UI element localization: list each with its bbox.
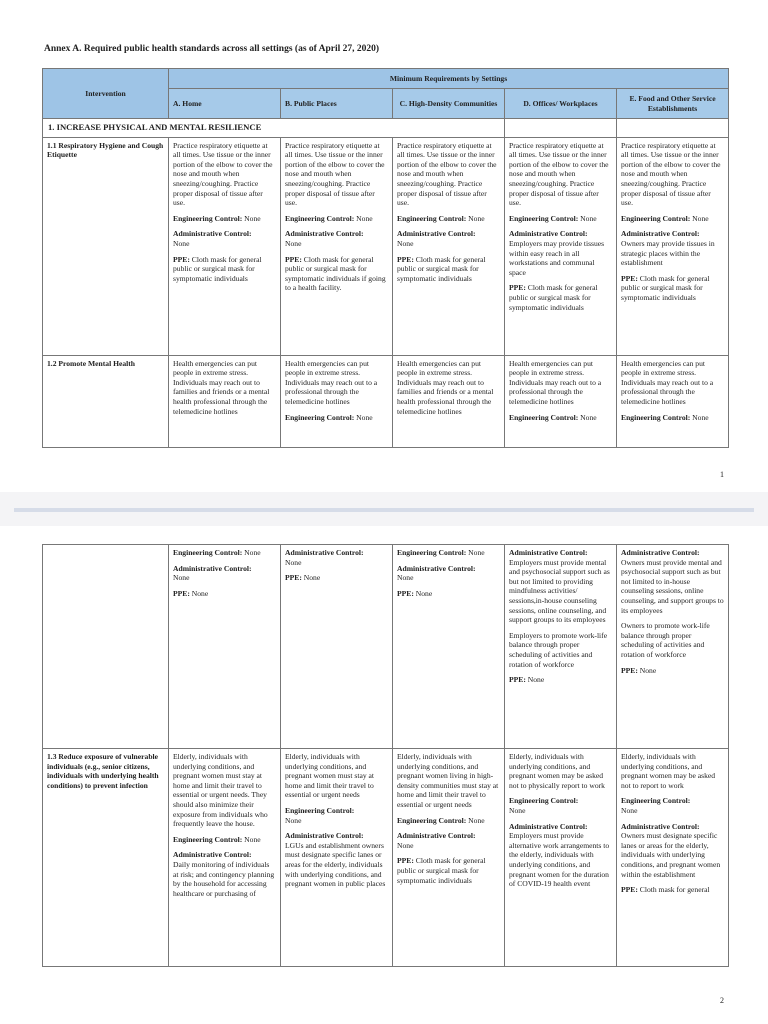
engineering-value: None <box>692 213 709 223</box>
ppe-label: PPE: <box>621 665 638 675</box>
section-heading: 1. INCREASE PHYSICAL AND MENTAL RESILIENCE <box>43 119 505 138</box>
row-label-mental-health: 1.2 Promote Mental Health <box>43 355 169 447</box>
etiquette-text: Practice respiratory etiquette at all times. Use tissue or the inner portion of the elbow to cover the nose and mouth when sneezing/coughing. Practice proper disposal of tissue after use. <box>621 140 721 208</box>
engineering-value: None <box>580 213 597 223</box>
section-empty-cell <box>505 119 617 138</box>
cell-1-1-public-places <box>281 137 393 355</box>
cell-1-1-high-density <box>393 137 505 355</box>
page-2 <box>0 526 768 1024</box>
administrative-label: Administrative Control: <box>397 831 476 841</box>
engineering-label: Engineering Control: <box>173 834 243 844</box>
engineering-label: Engineering Control: <box>509 796 579 806</box>
mental-health-text: Health emergencies can put people in extreme stress. Individuals may reach out to families and friends or a mental health professional through the telemedicine hotlines <box>173 358 270 416</box>
ppe-label: PPE: <box>285 573 302 583</box>
engineering-label: Engineering Control: <box>285 805 355 815</box>
administrative-value: None <box>173 573 190 583</box>
engineering-label: Engineering Control: <box>173 548 243 557</box>
header-setting-food-service: E. Food and Other Service Establishments <box>617 89 729 119</box>
administrative-label: Administrative Control: <box>621 229 700 239</box>
engineering-label: Engineering Control: <box>173 213 243 223</box>
administrative-value: None <box>285 557 302 567</box>
administrative-label: Administrative Control: <box>397 229 476 239</box>
mental-health-text: Health emergencies can put people in extreme stress. Individuals may reach out to families and friends or a mental health professional through the telemedicine hotlines <box>397 358 494 416</box>
page-number: 2 <box>720 996 724 1005</box>
administrative-label: Administrative Control: <box>173 229 252 239</box>
header-setting-public-places: B. Public Places <box>281 89 393 119</box>
administrative-label: Administrative Control: <box>173 563 252 573</box>
annex-title: Annex A. Required public health standards across all settings (as of April 27, 2020) <box>44 44 380 54</box>
cell-1-1-offices <box>505 137 617 355</box>
administrative-value: None <box>173 238 190 248</box>
ppe-label: PPE: <box>509 283 526 293</box>
cell-1-2-cont-offices <box>505 545 617 749</box>
ppe-value: Cloth mask for general <box>639 885 710 895</box>
cell-1-2-home <box>169 355 281 447</box>
ppe-label: PPE: <box>621 273 638 283</box>
administrative-label: Administrative Control: <box>509 821 588 831</box>
engineering-label: Engineering Control: <box>621 796 691 806</box>
engineering-label: Engineering Control: <box>509 412 579 422</box>
administrative-value: Owners must provide mental and psychosocial support such as but not limited to in-house counseling sessions, online counseling, and support groups to its employees <box>621 557 724 615</box>
engineering-value: None <box>356 412 373 422</box>
cell-1-3-offices <box>505 749 617 967</box>
administrative-label: Administrative Control: <box>397 563 476 573</box>
row-label-empty <box>43 545 169 749</box>
administrative-label: Administrative Control: <box>621 821 700 831</box>
ppe-value: Cloth mask for general public or surgical mask for symptomatic individuals <box>621 273 710 302</box>
ppe-value: Cloth mask for general public or surgical mask for symptomatic individuals <box>397 254 486 283</box>
engineering-value: None <box>580 412 597 422</box>
engineering-value: None <box>285 815 302 825</box>
row-label-vulnerable-individuals: 1.3 Reduce exposure of vulnerable individuals (e.g., senior citizens, individuals with underlying health conditions) to prevent infection <box>43 749 169 967</box>
ppe-label: PPE: <box>173 588 190 598</box>
ppe-label: PPE: <box>397 254 414 264</box>
ppe-label: PPE: <box>285 254 302 264</box>
administrative-value: None <box>285 238 302 248</box>
page-number: 1 <box>720 470 724 479</box>
administrative-label: Administrative Control: <box>621 548 700 557</box>
cell-1-2-offices <box>505 355 617 447</box>
header-setting-home: A. Home <box>169 89 281 119</box>
cell-1-2-public-places <box>281 355 393 447</box>
engineering-value: None <box>244 834 261 844</box>
engineering-value: None <box>692 412 709 422</box>
cell-1-2-cont-food-service <box>617 545 729 749</box>
ppe-label: PPE: <box>397 856 414 866</box>
cell-1-1-home <box>169 137 281 355</box>
vulnerable-text: Elderly, individuals with underlying conditions, and pregnant women may be asked not to physically report to work <box>509 752 605 790</box>
row-label-respiratory-hygiene: 1.1 Respiratory Hygiene and Cough Etiquette <box>43 137 169 355</box>
engineering-value: None <box>356 213 373 223</box>
ppe-value: Cloth mask for general public or surgical mask for symptomatic individuals <box>173 254 262 283</box>
standards-table-page-1 <box>42 68 729 448</box>
header-intervention: Intervention <box>43 69 169 119</box>
cell-1-2-food-service <box>617 355 729 447</box>
engineering-value: None <box>509 805 526 815</box>
ppe-value: None <box>191 588 209 598</box>
separator-line <box>14 508 754 512</box>
engineering-label: Engineering Control: <box>397 548 467 557</box>
administrative-value-2: Owners to promote work-life balance through proper scheduling of activities and rotation of workforce <box>621 621 710 659</box>
administrative-value: Daily monitoring of individuals at risk; and contingency planning by the household for accessing healthcare or purchasing of <box>173 859 275 898</box>
cell-1-2-high-density <box>393 355 505 447</box>
header-setting-offices: D. Offices/ Workplaces <box>505 89 617 119</box>
administrative-label: Administrative Control: <box>173 850 252 860</box>
ppe-value: None <box>303 573 321 583</box>
cell-1-3-high-density <box>393 749 505 967</box>
administrative-value: Owners must designate specific lanes or areas for the elderly, individuals with underlying conditions, and pregnant women within the establishment <box>621 831 721 879</box>
administrative-label: Administrative Control: <box>285 548 364 557</box>
engineering-label: Engineering Control: <box>509 213 579 223</box>
cell-1-3-home <box>169 749 281 967</box>
page-1 <box>0 0 768 492</box>
ppe-value: Cloth mask for general public or surgical mask for symptomatic individuals if going to a health facility. <box>285 254 386 293</box>
engineering-label: Engineering Control: <box>285 412 355 422</box>
ppe-value: Cloth mask for general public or surgical mask for symptomatic individuals <box>397 856 486 885</box>
administrative-value: None <box>397 238 414 248</box>
cell-1-3-food-service <box>617 749 729 967</box>
mental-health-text: Health emergencies can put people in extreme stress. Individuals may reach out to a professional through the telemedicine hotlines <box>509 358 602 406</box>
header-minimum-requirements: Minimum Requirements by Settings <box>169 69 729 89</box>
ppe-label: PPE: <box>509 675 526 685</box>
vulnerable-text: Elderly, individuals with underlying conditions, and pregnant women living in high-density communities must stay at home and limit their travel to essential or urgent needs <box>397 752 499 809</box>
cell-1-2-cont-high-density <box>393 545 505 749</box>
cell-1-2-cont-home <box>169 545 281 749</box>
administrative-value: Owners may provide tissues in strategic places within the establishment <box>621 238 715 268</box>
engineering-value: None <box>244 548 261 557</box>
cell-1-1-food-service <box>617 137 729 355</box>
standards-table-page-2 <box>42 544 729 967</box>
etiquette-text: Practice respiratory etiquette at all times. Use tissue or the inner portion of the elbow to cover the nose and mouth when sneezing/coughing. Practice proper disposal of tissue after use. <box>509 140 609 208</box>
section-empty-cell <box>617 119 729 138</box>
engineering-value: None <box>244 213 261 223</box>
administrative-label: Administrative Control: <box>285 831 364 841</box>
engineering-label: Engineering Control: <box>397 213 467 223</box>
etiquette-text: Practice respiratory etiquette at all times. Use tissue or the inner portion of the elbow to cover the nose and mouth when sneezing/coughing. Practice proper disposal of tissue after use. <box>397 140 497 208</box>
engineering-value: None <box>621 805 638 815</box>
ppe-value: None <box>639 665 657 675</box>
etiquette-text: Practice respiratory etiquette at all times. Use tissue or the inner portion of the elbow to cover the nose and mouth when sneezing/coughing. Practice proper disposal of tissue after use. <box>285 140 385 208</box>
administrative-value: Employers must provide mental and psychosocial support such as but not limited to providing mindfulness activities/ sessions,in-house counseling sessions, online counseling, and support groups to its employees <box>509 557 610 625</box>
ppe-value: None <box>527 675 545 685</box>
page-separator <box>0 492 768 526</box>
administrative-value: Employers must provide alternative work arrangements to the elderly, individuals with underlying conditions, and pregnant women for the duration of COVID-19 health event <box>509 831 610 889</box>
engineering-label: Engineering Control: <box>397 815 467 825</box>
cell-1-2-cont-public-places <box>281 545 393 749</box>
engineering-value: None <box>468 548 485 557</box>
etiquette-text: Practice respiratory etiquette at all times. Use tissue or the inner portion of the elbow to cover the nose and mouth when sneezing/coughing. Practice proper disposal of tissue after use. <box>173 140 273 208</box>
administrative-value: None <box>397 573 414 583</box>
engineering-label: Engineering Control: <box>621 213 691 223</box>
engineering-value: None <box>468 213 485 223</box>
ppe-label: PPE: <box>173 254 190 264</box>
vulnerable-text: Elderly, individuals with underlying conditions, and pregnant women may be asked not to report to work <box>621 752 716 790</box>
mental-health-text: Health emergencies can put people in extreme stress. Individuals may reach out to a professional through the telemedicine hotlines <box>621 358 714 406</box>
administrative-label: Administrative Control: <box>285 229 364 239</box>
administrative-value-2: Employers to promote work-life balance through proper scheduling of activities and rotation of workforce <box>509 630 608 669</box>
administrative-label: Administrative Control: <box>509 229 588 239</box>
header-setting-high-density: C. High-Density Communities <box>393 89 505 119</box>
vulnerable-text: Elderly, individuals with underlying conditions, and pregnant women must stay at home and limit their travel to essential or urgent needs. They should also minimize their exposure from individuals who frequently leave the house. <box>173 752 268 829</box>
administrative-value: Employers may provide tissues within easy reach in all workstations and communal space <box>509 238 605 277</box>
cell-1-3-public-places <box>281 749 393 967</box>
engineering-label: Engineering Control: <box>285 213 355 223</box>
vulnerable-text: Elderly, individuals with underlying conditions, and pregnant women must stay at home and limit their travel to essential or urgent needs <box>285 752 374 800</box>
mental-health-text: Health emergencies can put people in extreme stress. Individuals may reach out to a professional through the telemedicine hotlines <box>285 358 378 406</box>
administrative-value: None <box>397 840 414 850</box>
ppe-label: PPE: <box>397 588 414 598</box>
administrative-label: Administrative Control: <box>509 548 588 557</box>
engineering-label: Engineering Control: <box>621 412 691 422</box>
ppe-label: PPE: <box>621 885 638 895</box>
ppe-value: None <box>415 588 433 598</box>
administrative-value: LGUs and establishment owners must designate specific lanes or areas for the elderly, individuals with underlying conditions, and pregnant women in public places <box>285 840 386 889</box>
ppe-value: Cloth mask for general public or surgical mask for symptomatic individuals <box>509 283 598 312</box>
engineering-value: None <box>468 815 485 825</box>
